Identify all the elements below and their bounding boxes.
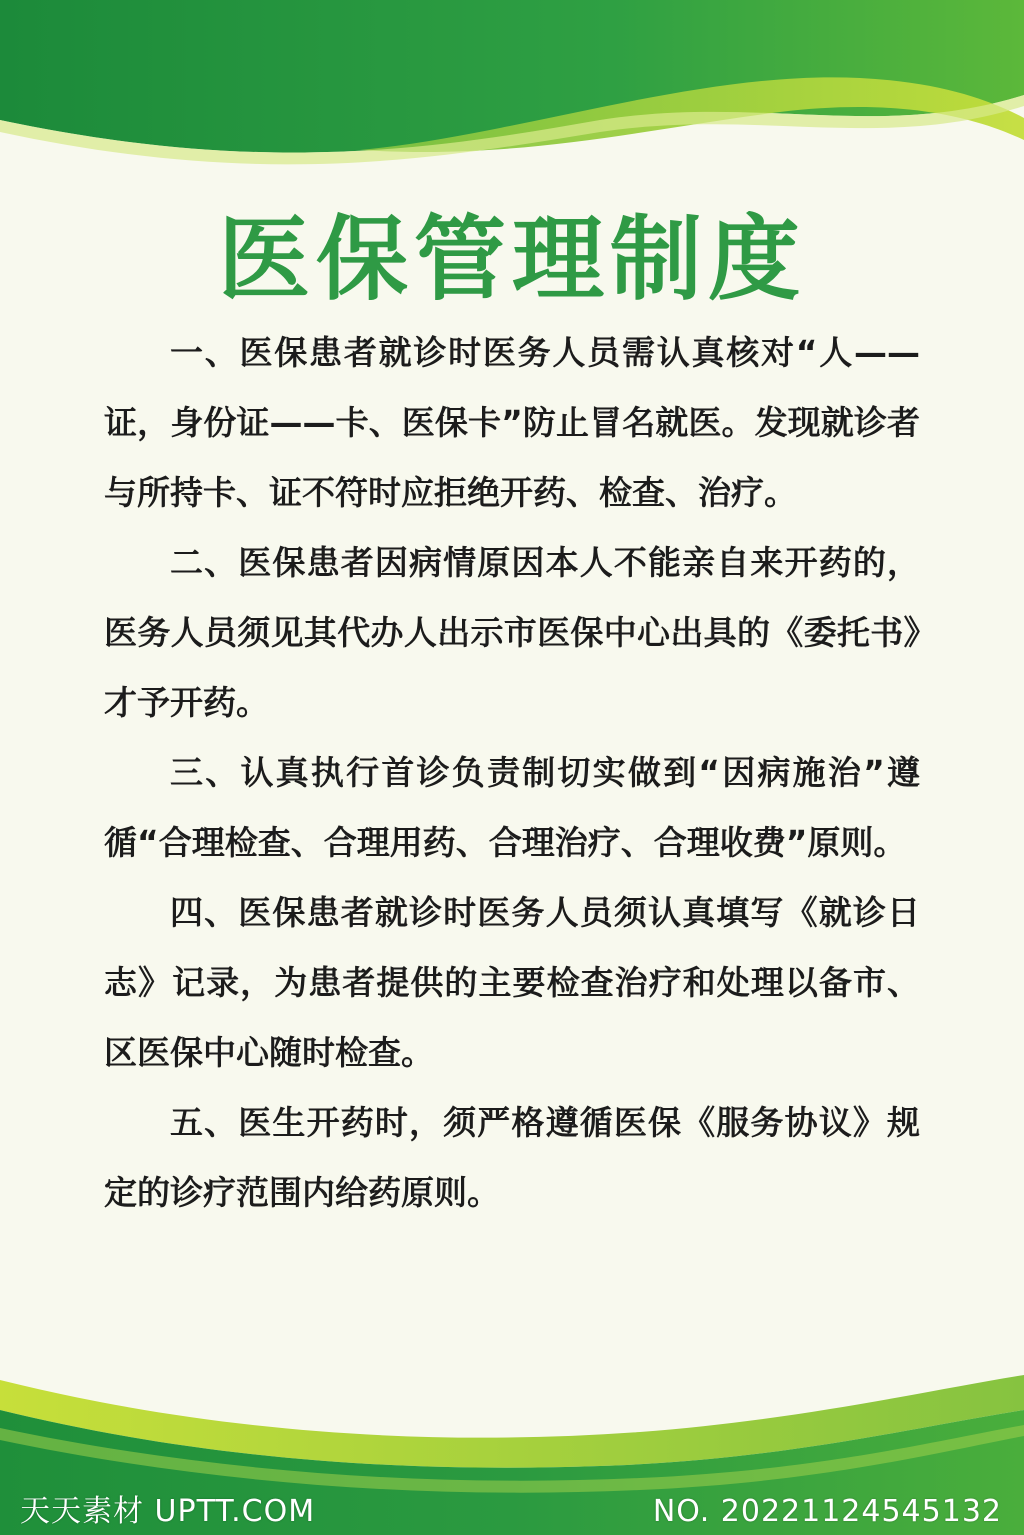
regulation-item-4: 四、医保患者就诊时医务人员须认真填写《就诊日志》记录，为患者提供的主要检查治疗和处理以备市、区医保中心随时检查。 — [104, 893, 920, 1072]
regulation-item-3: 三、认真执行首诊负责制切实做到“因病施治”遵循“合理检查、合理用药、合理治疗、合理收费”原则。 — [104, 753, 920, 862]
regulation-item-5: 五、医生开药时，须严格遵循医保《服务协议》规定的诊疗范围内给药原则。 — [104, 1103, 920, 1212]
regulation-item-1: 一、医保患者就诊时医务人员需认真核对“人——证，身份证——卡、医保卡”防止冒名就医。发现就诊者与所持卡、证不符时应拒绝开药、检查、治疗。 — [104, 333, 920, 512]
regulation-item-2: 二、医保患者因病情原因本人不能亲自来开药的，医务人员须见其代办人出示市医保中心出具的《委托书》才予开药。 — [104, 543, 920, 722]
top-wave-decoration — [0, 0, 1024, 200]
page-title: 医保管理制度 — [217, 206, 806, 313]
regulation-body — [104, 318, 920, 1228]
watermark-serial-number: NO. 20221124545132 — [652, 1494, 1002, 1529]
watermark-site-label: 天天素材 UPTT.COM — [20, 1494, 316, 1529]
